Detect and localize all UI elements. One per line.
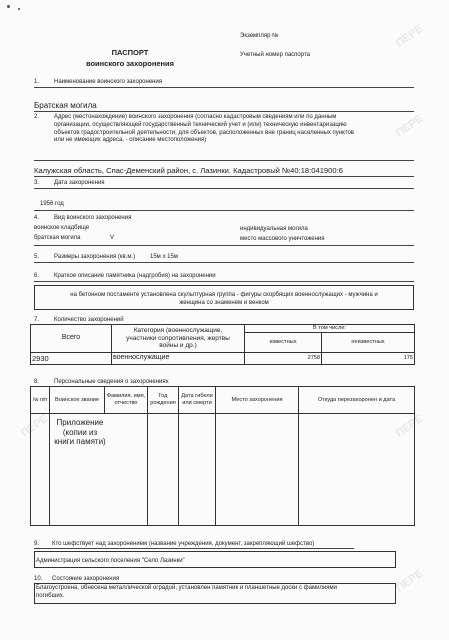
col-birth-year-header: Год рождения: [148, 387, 179, 414]
section-2-label: Адрес (местонахождение) воинского захоронения (согласно кадастровым сведениям или по данным организации, осуществляющей государственный технический учет и (или) техническую инвентаризацию объектов градостроительной деятельности; для объектов, расположенных вне границ населенных пунктов или не имеющих адреса, - описание местоположения): [54, 114, 354, 144]
total-cell: 2930: [31, 353, 112, 365]
burial-date-value: 1956 год: [40, 201, 64, 207]
section-9-number: 9.: [34, 541, 40, 547]
corner-mark: [7, 5, 10, 8]
type-mass-destruction-site: место массового уничтожения: [240, 236, 325, 242]
col-death-date-header: Дата гибели или смерти: [179, 387, 216, 414]
section-5-number: 5.: [34, 254, 40, 260]
burial-address-value: Калужская область, Спас-Деменский район, с. Лазинки. Кадастровый №40:18:041900:6: [34, 166, 343, 175]
col-category-header: Категория (военнослужащие, участники сопротивления, жертвы войны и др.): [112, 325, 245, 353]
type-military-cemetery: воинское кладбище: [34, 225, 90, 231]
section-8-number: 8.: [34, 379, 40, 385]
personal-info-table: [30, 386, 415, 526]
col-known-header: известных: [245, 333, 322, 353]
copy-number-label: Экземпляр №: [240, 33, 279, 39]
account-number-label: Учетный номер паспорта: [240, 52, 310, 58]
col-burial-place-header: Место захоронения: [216, 387, 299, 414]
col-total-header: Всего: [31, 325, 112, 353]
burial-size-value: 15м х 15м: [150, 254, 178, 260]
col-number-header: № п/п: [31, 387, 50, 414]
appendix-note: Приложение (копии из книги памяти): [54, 418, 106, 447]
page-title: [60, 48, 200, 69]
section-7-number: 7.: [34, 317, 40, 323]
section-9-label: Кто шефствует над захоронением (название учреждения, документ, закрепляющий шефство): [52, 541, 315, 547]
known-cell: 2758: [245, 353, 322, 365]
col-reburial-header: Откуда перезахоронен и дата: [299, 387, 415, 414]
section-10-number: 10.: [34, 576, 43, 582]
section-4-label: Вид воинского захоронения: [54, 215, 132, 221]
section-6-label: Краткое описание памятника (надгробия) на захоронении: [54, 273, 216, 279]
col-name-header: Фамилия, имя, отчество: [105, 387, 148, 414]
monument-description-value: на бетонном постаменте установлена скульптурная группа - фигуры скорбящих военнослужащих - мужчина и женщина со знаменем и венком: [70, 292, 378, 307]
condition-value: Благоустроена, обнесена металлической оградой, установлен памятник и планшетные доски с фамилиями погибших.: [36, 585, 338, 599]
col-unknown-header: неизвестных: [322, 333, 415, 353]
section-6-number: 6.: [34, 273, 40, 279]
section-8-label: Персональные сведения о захоронениях: [54, 379, 169, 385]
section-3-number: 3.: [34, 180, 40, 186]
section-5-label: Размеры захоронения (кв.м.): [54, 254, 136, 260]
col-rank-header: Воинское звание: [50, 387, 105, 414]
unknown-cell: 175: [322, 353, 415, 365]
section-4-number: 4.: [34, 215, 40, 221]
col-including-header: В том числе:: [245, 325, 415, 333]
title-line-1: ПАСПОРТ: [111, 48, 149, 57]
section-2-number: 2.: [34, 114, 40, 120]
section-10-label: Состояние захоронения: [52, 576, 120, 582]
burial-name-value: Братская могила: [34, 101, 97, 110]
section-1-label: Наименование воинского захоронения: [54, 79, 163, 85]
section-7-label: Количество захоронений: [54, 317, 124, 323]
corner-mark: [18, 8, 20, 10]
title-line-2: воинского захоронения: [85, 58, 175, 68]
table-row: [31, 414, 415, 526]
patronage-value: Администрация сельского поселения "Село Лазинки": [36, 558, 185, 564]
section-1-number: 1.: [34, 79, 40, 85]
burial-count-table: [30, 324, 415, 365]
table-row: [31, 353, 415, 365]
category-cell: военнослужащие: [112, 353, 245, 365]
mass-grave-check-mark: V: [110, 235, 115, 241]
type-individual-grave: индивидуальная могила: [240, 226, 308, 232]
type-mass-grave: братская могила: [34, 235, 81, 241]
section-3-label: Дата захоронения: [54, 180, 105, 186]
